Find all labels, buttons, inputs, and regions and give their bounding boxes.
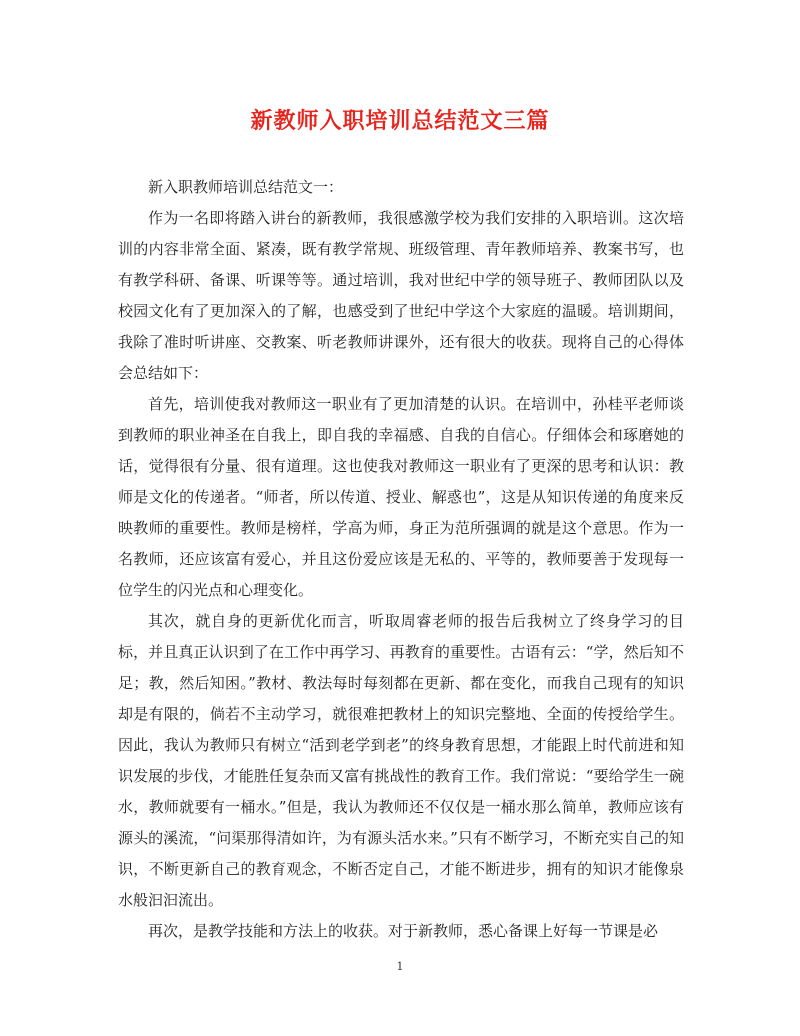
- document-title: 新教师入职培训总结范文三篇: [250, 108, 550, 134]
- page-number: 1: [396, 960, 404, 973]
- paragraph-intro: 作为一名即将踏入讲台的新教师，我很感激学校为我们安排的入职培训。这次培训的内容非常全面、紧凑，既有教学常规、班级管理、青年教师培养、教案书写，也有教学科研、备课、听课等等。通过培训，我对世纪中学的领导班子、教师团队以及校园文化有了更加深入的了解，也感受到了世纪中学这个大家庭的温暖。培训期间，我除了准时听讲座、交教案、听老教师讲课外，还有很大的收获。现将自己的心得体会总结如下：: [118, 209, 684, 382]
- paragraph-first: 首先，培训使我对教师这一职业有了更加清楚的认识。在培训中，孙桂平老师谈到教师的职业神圣在自我上，即自我的幸福感、自我的自信心。仔细体会和琢磨她的话，觉得很有分量、很有道理。这也使我对教师这一职业有了更深的思考和认识：教师是文化的传递者。“师者，所以传道、授业、解惑也”，这是从知识传递的角度来反映教师的重要性。教师是榜样，学高为师，身正为范所强调的就是这个意思。作为一名教师，还应该富有爱心，并且这份爱应该是无私的、平等的，教师要善于发现每一位学生的闪光点和心理变化。: [118, 395, 684, 599]
- paragraph-second: 其次，就自身的更新优化而言，听取周睿老师的报告后我树立了终身学习的目标，并且真正认识到了在工作中再学习、再教育的重要性。古语有云：“学，然后知不足；教，然后知困。”教材、教法每时每刻都在更新、都在变化，而我自己现有的知识却是有限的，倘若不主动学习，就很难把教材上的知识完整地、全面的传授给学生。因此，我认为教师只有树立“活到老学到老”的终身教育思想，才能跟上时代前进和知识发展的步伐，才能胜任复杂而又富有挑战性的教育工作。我们常说：“要给学生一碗水，教师就要有一桶水。”但是，我认为教师还不仅仅是一桶水那么简单，教师应该有源头的溪流，“问渠那得清如许，为有源头活水来。”只有不断学习，不断充实自己的知识，不断更新自己的教育观念，不断否定自己，才能不断进步，拥有的知识才能像泉水般汩汩流出。: [118, 612, 684, 909]
- section-heading: 新入职教师培训总结范文一：: [148, 178, 344, 196]
- paragraph-third: 再次，是教学技能和方法上的收获。对于新教师，悉心备课上好每一节课是必: [148, 922, 659, 940]
- document-body: [118, 172, 684, 947]
